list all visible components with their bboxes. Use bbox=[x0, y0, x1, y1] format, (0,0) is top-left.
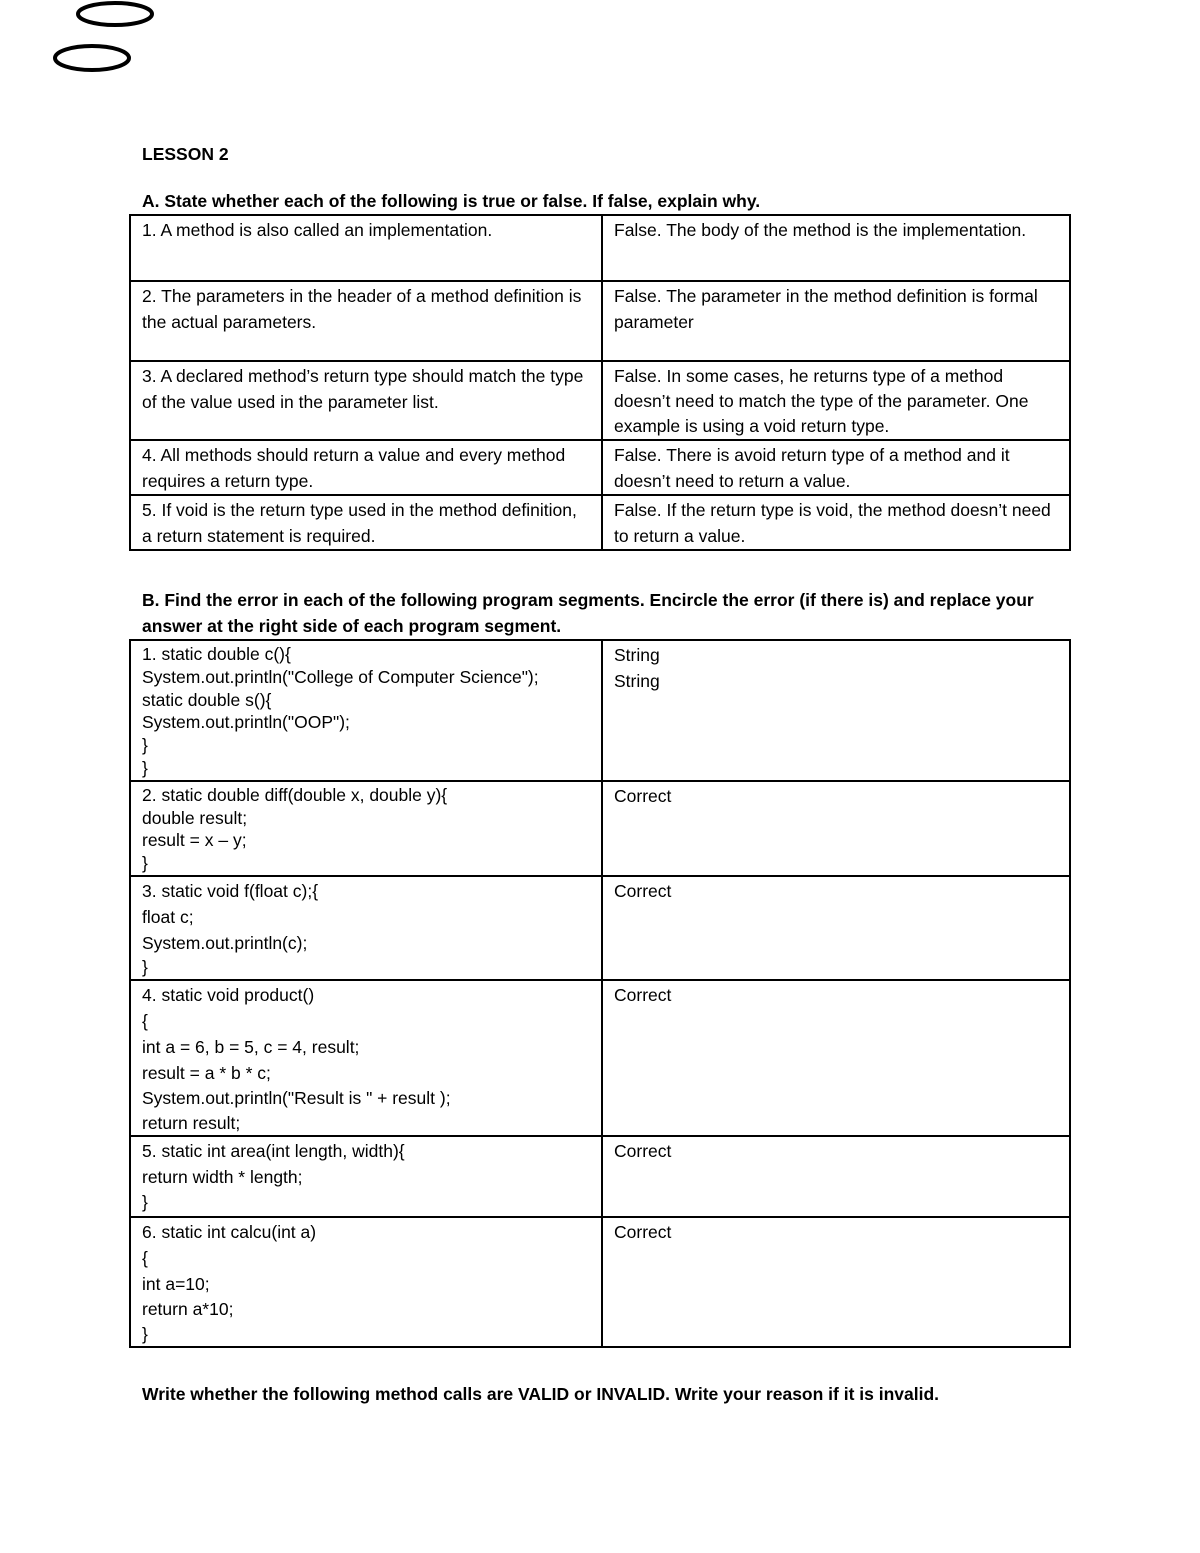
code-line: System.out.println("OOP"); bbox=[142, 712, 350, 733]
section-b-title: B. Find the error in each of the following program segments. Encircle the error (if there is) and replace your answer at the right side of each program segment. bbox=[142, 590, 1034, 636]
code-cell bbox=[130, 1217, 602, 1347]
table-row bbox=[130, 640, 1070, 781]
answer-cell bbox=[602, 640, 1070, 781]
table-row bbox=[130, 495, 1070, 550]
code-cell bbox=[130, 640, 602, 781]
code-line: int a=10; bbox=[142, 1273, 210, 1294]
answer-cell: False. The body of the method is the implementation. bbox=[602, 215, 1070, 281]
code-line: return a*10; bbox=[142, 1299, 234, 1320]
answer-cell: False. There is avoid return type of a method and it doesn’t need to return a value. bbox=[602, 440, 1070, 495]
code-line: } bbox=[142, 853, 148, 874]
code-line: System.out.println("Result is " + result ); bbox=[142, 1088, 451, 1109]
answer-cell bbox=[602, 1217, 1070, 1347]
decorative-ovals bbox=[0, 0, 200, 90]
code-line: 6. static int calcu(int a) bbox=[142, 1221, 317, 1242]
code-line: 1. static double c(){ bbox=[142, 644, 291, 664]
code-cell bbox=[130, 876, 602, 980]
answer-cell bbox=[602, 781, 1070, 876]
code-line: } bbox=[142, 757, 148, 778]
answer-cell bbox=[602, 876, 1070, 980]
answer-line: Correct bbox=[614, 1140, 672, 1161]
answer-cell: False. In some cases, he returns type of a method doesn’t need to match the type of the parameter. One example is using a void return type. bbox=[602, 361, 1070, 440]
answer-cell bbox=[602, 980, 1070, 1136]
code-line: System.out.println(c); bbox=[142, 932, 308, 953]
code-line: { bbox=[142, 1010, 148, 1031]
section-a-title: A. State whether each of the following is true or false. If false, explain why. bbox=[142, 191, 761, 211]
code-line: static double s(){ bbox=[142, 689, 272, 710]
code-line: } bbox=[142, 735, 148, 756]
answer-cell bbox=[602, 1136, 1070, 1217]
table-row bbox=[130, 781, 1070, 876]
table-row bbox=[130, 215, 1070, 281]
question-cell: 3. A declared method’s return type should match the type of the value used in the parameter list. bbox=[130, 361, 602, 440]
code-line: } bbox=[142, 1191, 148, 1212]
table-row bbox=[130, 361, 1070, 440]
question-cell: 2. The parameters in the header of a method definition is the actual parameters. bbox=[130, 281, 602, 361]
code-line: 3. static void f(float c);{ bbox=[142, 880, 319, 901]
true-false-table bbox=[129, 214, 1071, 551]
code-line: { bbox=[142, 1247, 148, 1268]
code-line: } bbox=[142, 957, 148, 978]
code-line: } bbox=[142, 1324, 148, 1345]
question-cell: 4. All methods should return a value and every method requires a return type. bbox=[130, 440, 602, 495]
section-c-title: Write whether the following method calls are VALID or INVALID. Write your reason if it is invalid. bbox=[142, 1384, 940, 1404]
answer-line: Correct bbox=[614, 1221, 672, 1242]
code-line: return width * length; bbox=[142, 1166, 303, 1187]
table-row bbox=[130, 1136, 1070, 1217]
table-row bbox=[130, 281, 1070, 361]
answer-line: Correct bbox=[614, 985, 672, 1006]
lesson-title: LESSON 2 bbox=[142, 144, 229, 164]
code-line: result = x – y; bbox=[142, 830, 247, 851]
code-line: int a = 6, b = 5, c = 4, result; bbox=[142, 1036, 360, 1057]
answer-line: String bbox=[614, 645, 660, 665]
question-cell: 5. If void is the return type used in the method definition, a return statement is required. bbox=[130, 495, 602, 550]
answer-cell: False. If the return type is void, the method doesn’t need to return a value. bbox=[602, 495, 1070, 550]
code-cell bbox=[130, 980, 602, 1136]
table-row bbox=[130, 980, 1070, 1136]
code-line: result = a * b * c; bbox=[142, 1062, 271, 1083]
code-line: 5. static int area(int length, width){ bbox=[142, 1140, 405, 1161]
question-cell: 1. A method is also called an implementation. bbox=[130, 215, 602, 281]
code-cell bbox=[130, 1136, 602, 1217]
answer-line: Correct bbox=[614, 880, 672, 901]
find-error-table bbox=[129, 639, 1071, 1348]
oval-bottom bbox=[55, 46, 129, 70]
table-row bbox=[130, 876, 1070, 980]
code-line: 4. static void product() bbox=[142, 985, 315, 1006]
table-row bbox=[130, 440, 1070, 495]
code-line: float c; bbox=[142, 906, 194, 927]
code-cell bbox=[130, 781, 602, 876]
code-line: System.out.println("College of Computer Science"); bbox=[142, 666, 539, 687]
code-line: double result; bbox=[142, 807, 248, 828]
code-line: 2. static double diff(double x, double y){ bbox=[142, 784, 448, 805]
table-row bbox=[130, 1217, 1070, 1347]
answer-line: Correct bbox=[614, 785, 672, 806]
oval-top bbox=[78, 3, 152, 25]
answer-cell: False. The parameter in the method definition is formal parameter bbox=[602, 281, 1070, 361]
code-line: return result; bbox=[142, 1113, 241, 1134]
answer-line: String bbox=[614, 670, 660, 691]
